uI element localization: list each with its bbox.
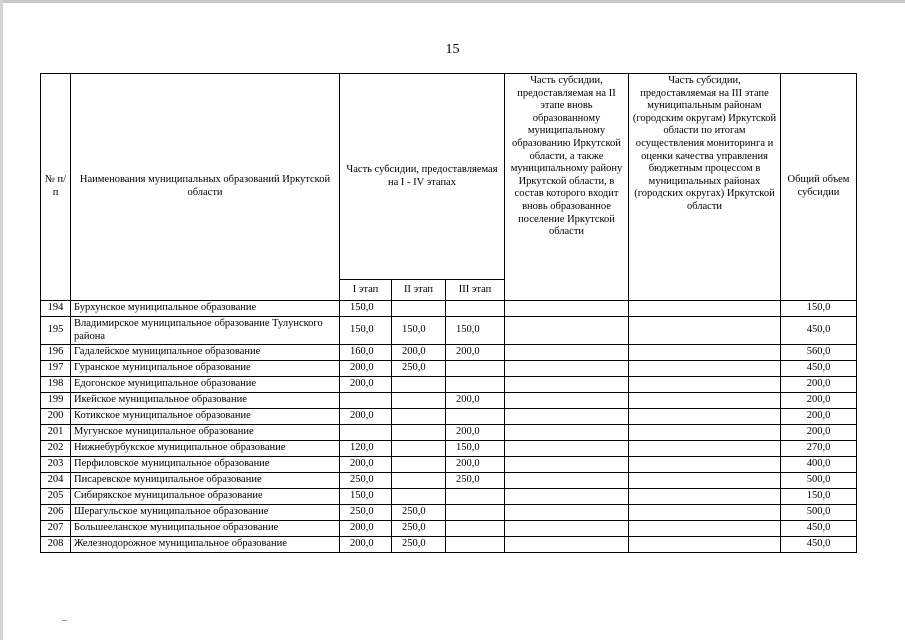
cell-part-iii	[629, 409, 781, 425]
cell-stage-3	[446, 301, 505, 317]
cell-total: 500,0	[781, 505, 857, 521]
cell-num: 203	[41, 457, 71, 473]
cell-stage-2	[392, 409, 446, 425]
header-stage-1: I этап	[340, 280, 392, 301]
cell-part-ii	[505, 361, 629, 377]
cell-part-iii	[629, 521, 781, 537]
cell-stage-2: 250,0	[392, 505, 446, 521]
table-row	[41, 361, 857, 377]
table-row	[41, 425, 857, 441]
table-row	[41, 317, 857, 345]
cell-stage-1: 200,0	[340, 377, 392, 393]
cell-stage-2: 250,0	[392, 537, 446, 553]
cell-stage-2	[392, 301, 446, 317]
cell-num: 208	[41, 537, 71, 553]
cell-part-iii	[629, 425, 781, 441]
cell-stage-2	[392, 441, 446, 457]
table-row	[41, 505, 857, 521]
cell-stage-2	[392, 457, 446, 473]
cell-stage-3: 200,0	[446, 345, 505, 361]
cell-stage-3: 150,0	[446, 441, 505, 457]
cell-stage-3	[446, 505, 505, 521]
cell-name: Сибирякское муниципальное образование	[71, 489, 340, 505]
cell-stage-1: 250,0	[340, 473, 392, 489]
cell-stage-1: 200,0	[340, 537, 392, 553]
cell-part-ii	[505, 505, 629, 521]
cell-part-iii	[629, 441, 781, 457]
cell-stage-3: 150,0	[446, 317, 505, 345]
cell-stage-2: 250,0	[392, 521, 446, 537]
cell-part-iii	[629, 537, 781, 553]
cell-stage-2	[392, 425, 446, 441]
scan-edge-top	[0, 0, 905, 3]
table-row	[41, 473, 857, 489]
header-part-iii: Часть субсидии, предоставляемая на III этапе муниципальным районам (городским округам) Иркутской области по итогам осуществления мониторинга и оценки качества управления бюджетным процессом в муниципальных районах (городских округах) Иркутской области	[629, 74, 781, 301]
header-num: № п/п	[41, 74, 71, 301]
cell-part-ii	[505, 301, 629, 317]
cell-part-iii	[629, 301, 781, 317]
page-number: 15	[445, 42, 460, 57]
cell-num: 204	[41, 473, 71, 489]
cell-total: 450,0	[781, 521, 857, 537]
cell-name: Перфиловское муниципальное образование	[71, 457, 340, 473]
cell-name: Гадалейское муниципальное образование	[71, 345, 340, 361]
cell-num: 207	[41, 521, 71, 537]
cell-total: 200,0	[781, 409, 857, 425]
cell-stage-3	[446, 377, 505, 393]
cell-stage-2	[392, 377, 446, 393]
subsidy-table	[40, 73, 857, 553]
cell-part-ii	[505, 393, 629, 409]
cell-part-iii	[629, 489, 781, 505]
cell-name: Мугунское муниципальное образование	[71, 425, 340, 441]
footer-mark	[62, 620, 67, 621]
cell-name: Нижнебурбукское муниципальное образование	[71, 441, 340, 457]
table-row	[41, 301, 857, 317]
cell-name: Котикское муниципальное образование	[71, 409, 340, 425]
cell-stage-1: 200,0	[340, 409, 392, 425]
cell-part-ii	[505, 409, 629, 425]
cell-stage-1: 200,0	[340, 521, 392, 537]
header-total: Общий объем субсидии	[781, 74, 857, 301]
cell-stage-1: 200,0	[340, 457, 392, 473]
cell-part-iii	[629, 317, 781, 345]
cell-num: 200	[41, 409, 71, 425]
cell-num: 197	[41, 361, 71, 377]
table-row	[41, 441, 857, 457]
cell-part-ii	[505, 317, 629, 345]
cell-stage-3: 200,0	[446, 457, 505, 473]
cell-num: 206	[41, 505, 71, 521]
cell-stage-1: 200,0	[340, 361, 392, 377]
cell-name: Шерагульское муниципальное образование	[71, 505, 340, 521]
cell-stage-1: 150,0	[340, 489, 392, 505]
cell-name: Икейское муниципальное образование	[71, 393, 340, 409]
cell-stage-1: 150,0	[340, 301, 392, 317]
cell-total: 450,0	[781, 317, 857, 345]
cell-total: 200,0	[781, 425, 857, 441]
table-row	[41, 377, 857, 393]
table-row	[41, 393, 857, 409]
cell-part-ii	[505, 473, 629, 489]
cell-num: 202	[41, 441, 71, 457]
cell-num: 194	[41, 301, 71, 317]
cell-part-iii	[629, 345, 781, 361]
header-stage-3: III этап	[446, 280, 505, 301]
cell-num: 198	[41, 377, 71, 393]
cell-part-ii	[505, 521, 629, 537]
cell-part-ii	[505, 345, 629, 361]
table-row	[41, 521, 857, 537]
header-row-main	[41, 74, 857, 280]
cell-part-iii	[629, 393, 781, 409]
cell-total: 400,0	[781, 457, 857, 473]
table-row	[41, 409, 857, 425]
cell-stage-3	[446, 361, 505, 377]
cell-stage-1: 250,0	[340, 505, 392, 521]
table-body	[41, 301, 857, 553]
cell-part-ii	[505, 537, 629, 553]
cell-stage-1	[340, 425, 392, 441]
table-row	[41, 457, 857, 473]
cell-stage-1: 120,0	[340, 441, 392, 457]
cell-total: 450,0	[781, 537, 857, 553]
header-part-ii: Часть субсидии, предоставляемая на II этапе вновь образованному муниципальному образованию Иркутской области, а также муниципальному району Иркутской области, в состав которого входит вновь образованное поселение Иркутской области	[505, 74, 629, 301]
header-name: Наименования муниципальных образований Иркутской области	[71, 74, 340, 301]
cell-stage-2	[392, 489, 446, 505]
cell-stage-2	[392, 473, 446, 489]
cell-total: 500,0	[781, 473, 857, 489]
cell-stage-2: 150,0	[392, 317, 446, 345]
cell-total: 560,0	[781, 345, 857, 361]
cell-part-iii	[629, 457, 781, 473]
cell-stage-3	[446, 537, 505, 553]
cell-stage-3	[446, 521, 505, 537]
cell-name: Большееланское муниципальное образование	[71, 521, 340, 537]
cell-part-ii	[505, 377, 629, 393]
cell-stage-3: 200,0	[446, 393, 505, 409]
header-stages-group: Часть субсидии, предоставляемая на I - IV этапах	[340, 74, 505, 280]
cell-name: Владимирское муниципальное образование Тулунского района	[71, 317, 340, 345]
cell-total: 150,0	[781, 489, 857, 505]
cell-part-ii	[505, 425, 629, 441]
cell-part-iii	[629, 361, 781, 377]
cell-stage-3	[446, 409, 505, 425]
table-row	[41, 489, 857, 505]
cell-stage-1: 160,0	[340, 345, 392, 361]
cell-num: 196	[41, 345, 71, 361]
cell-total: 270,0	[781, 441, 857, 457]
cell-name: Едогонское муниципальное образование	[71, 377, 340, 393]
cell-part-iii	[629, 505, 781, 521]
scan-edge-left	[0, 0, 3, 640]
cell-name: Писаревское муниципальное образование	[71, 473, 340, 489]
cell-total: 150,0	[781, 301, 857, 317]
cell-name: Железнодорожное муниципальное образование	[71, 537, 340, 553]
cell-num: 205	[41, 489, 71, 505]
cell-name: Бурхунское муниципальное образование	[71, 301, 340, 317]
cell-stage-3	[446, 489, 505, 505]
cell-stage-2: 250,0	[392, 361, 446, 377]
cell-part-ii	[505, 457, 629, 473]
cell-total: 450,0	[781, 361, 857, 377]
cell-part-iii	[629, 377, 781, 393]
cell-num: 201	[41, 425, 71, 441]
header-stage-2: II этап	[392, 280, 446, 301]
cell-total: 200,0	[781, 393, 857, 409]
cell-stage-1	[340, 393, 392, 409]
cell-stage-2: 200,0	[392, 345, 446, 361]
table-row	[41, 345, 857, 361]
cell-part-iii	[629, 473, 781, 489]
cell-name: Гуранское муниципальное образование	[71, 361, 340, 377]
cell-stage-2	[392, 393, 446, 409]
cell-stage-3: 250,0	[446, 473, 505, 489]
cell-part-ii	[505, 489, 629, 505]
cell-total: 200,0	[781, 377, 857, 393]
cell-num: 195	[41, 317, 71, 345]
cell-stage-1: 150,0	[340, 317, 392, 345]
table-row	[41, 537, 857, 553]
cell-num: 199	[41, 393, 71, 409]
cell-part-ii	[505, 441, 629, 457]
cell-stage-3: 200,0	[446, 425, 505, 441]
